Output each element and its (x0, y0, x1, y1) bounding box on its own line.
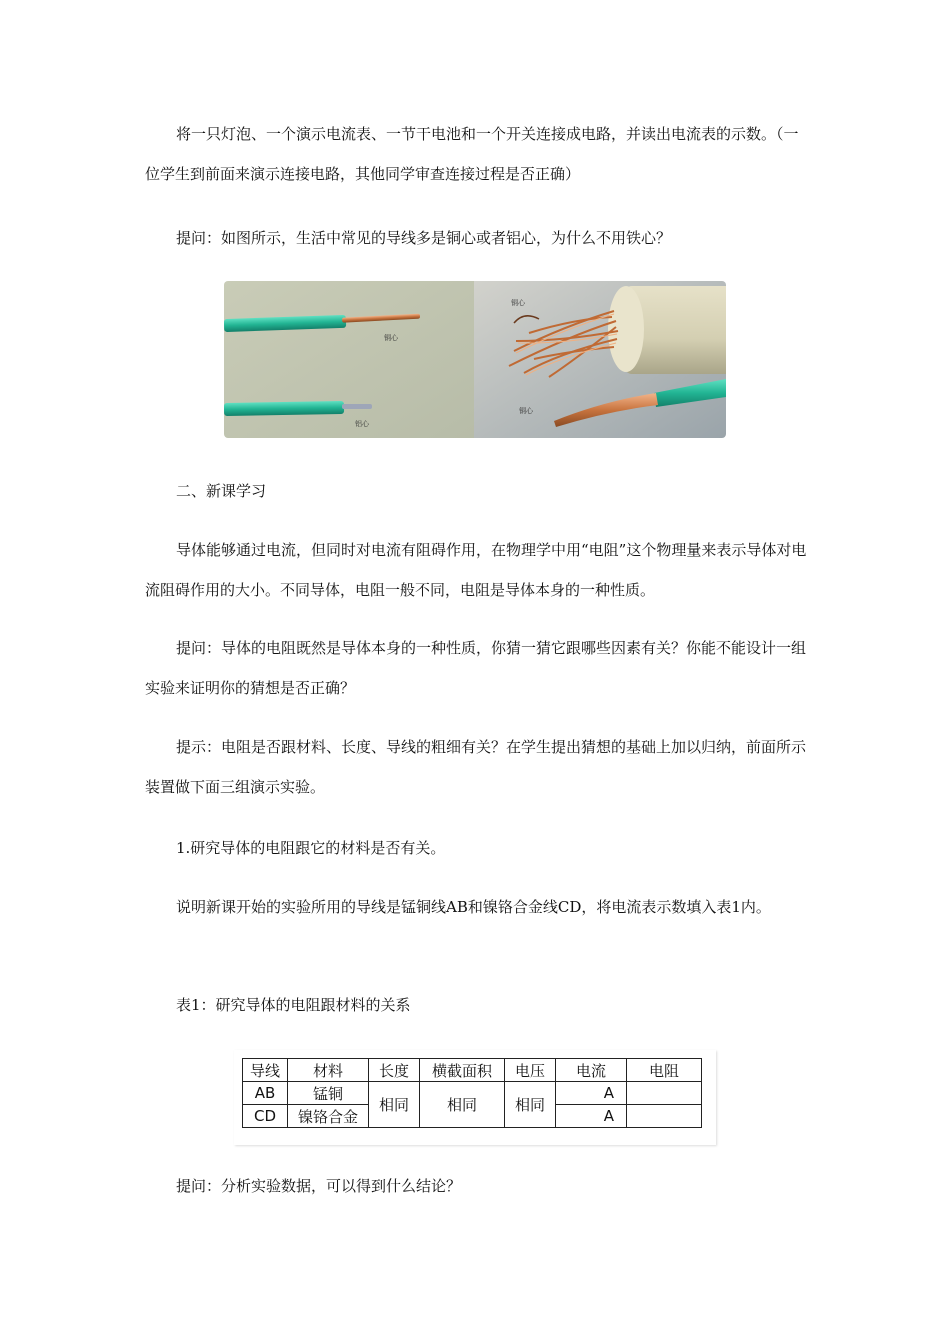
cell-area-shared: 相同 (420, 1082, 505, 1128)
table-caption: 表1：研究导体的电阻跟材料的关系 (176, 996, 411, 1014)
question-wire-core: 提问：如图所示，生活中常见的导线多是铜心或者铝心，为什么不用铁心？ (176, 229, 672, 247)
table-figure (234, 1050, 716, 1145)
cell-current-ab: A (556, 1082, 627, 1105)
table-header-row (243, 1059, 702, 1082)
label-copper-core-2: 铜心 (511, 299, 525, 307)
intro-paragraph: 将一只灯泡、一个演示电流表、一节干电池和一个开关连接成电路，并读出电流表的示数。（一位学生到前面来演示连接电路，其他同学审查连接过程是否正确） (145, 125, 799, 183)
cell-resistance-cd (627, 1105, 702, 1128)
header-wire: 导线 (243, 1059, 288, 1082)
experiment-table (242, 1058, 702, 1128)
cell-material-cd: 镍铬合金 (288, 1105, 369, 1128)
label-copper-core-1: 铜心 (384, 334, 398, 342)
experiment-1-title: 1.研究导体的电阻跟它的材料是否有关。 (176, 839, 446, 857)
label-copper-core-3: 铜心 (519, 407, 533, 415)
header-material: 材料 (288, 1059, 369, 1082)
table-row (243, 1082, 702, 1105)
header-voltage: 电压 (505, 1059, 556, 1082)
cell-resistance-ab (627, 1082, 702, 1105)
header-current: 电流 (556, 1059, 627, 1082)
section-heading: 二、新课学习 (176, 482, 267, 500)
cell-current-cd: A (556, 1105, 627, 1128)
header-cross-section: 横截面积 (420, 1059, 505, 1082)
cell-wire-cd: CD (243, 1105, 288, 1128)
cell-wire-ab: AB (243, 1082, 288, 1105)
cell-length-shared: 相同 (369, 1082, 420, 1128)
experiment-1-description: 说明新课开始的实验所用的导线是锰铜线AB和镍铬合金线CD，将电流表示数填入表1内。 (176, 898, 771, 916)
cell-material-ab: 锰铜 (288, 1082, 369, 1105)
resistance-definition: 导体能够通过电流，但同时对电流有阻碍作用，在物理学中用“电阻”这个物理量来表示导体对电流阻碍作用的大小。不同导体，电阻一般不同，电阻是导体本身的一种性质。 (145, 541, 807, 599)
question-resistance-factors: 提问：导体的电阻既然是导体本身的一种性质，你猜一猜它跟哪些因素有关？你能不能设计一组实验来证明你的猜想是否正确？ (145, 639, 807, 697)
label-aluminum-core: 铝心 (355, 420, 369, 428)
question-conclusion: 提问：分析实验数据，可以得到什么结论？ (176, 1177, 462, 1195)
hint-paragraph: 提示：电阻是否跟材料、长度、导线的粗细有关？在学生提出猜想的基础上加以归纳，前面所示装置做下面三组演示实验。 (145, 738, 807, 796)
cell-voltage-shared: 相同 (505, 1082, 556, 1128)
header-resistance: 电阻 (627, 1059, 702, 1082)
header-length: 长度 (369, 1059, 420, 1082)
wire-photo (224, 281, 726, 438)
